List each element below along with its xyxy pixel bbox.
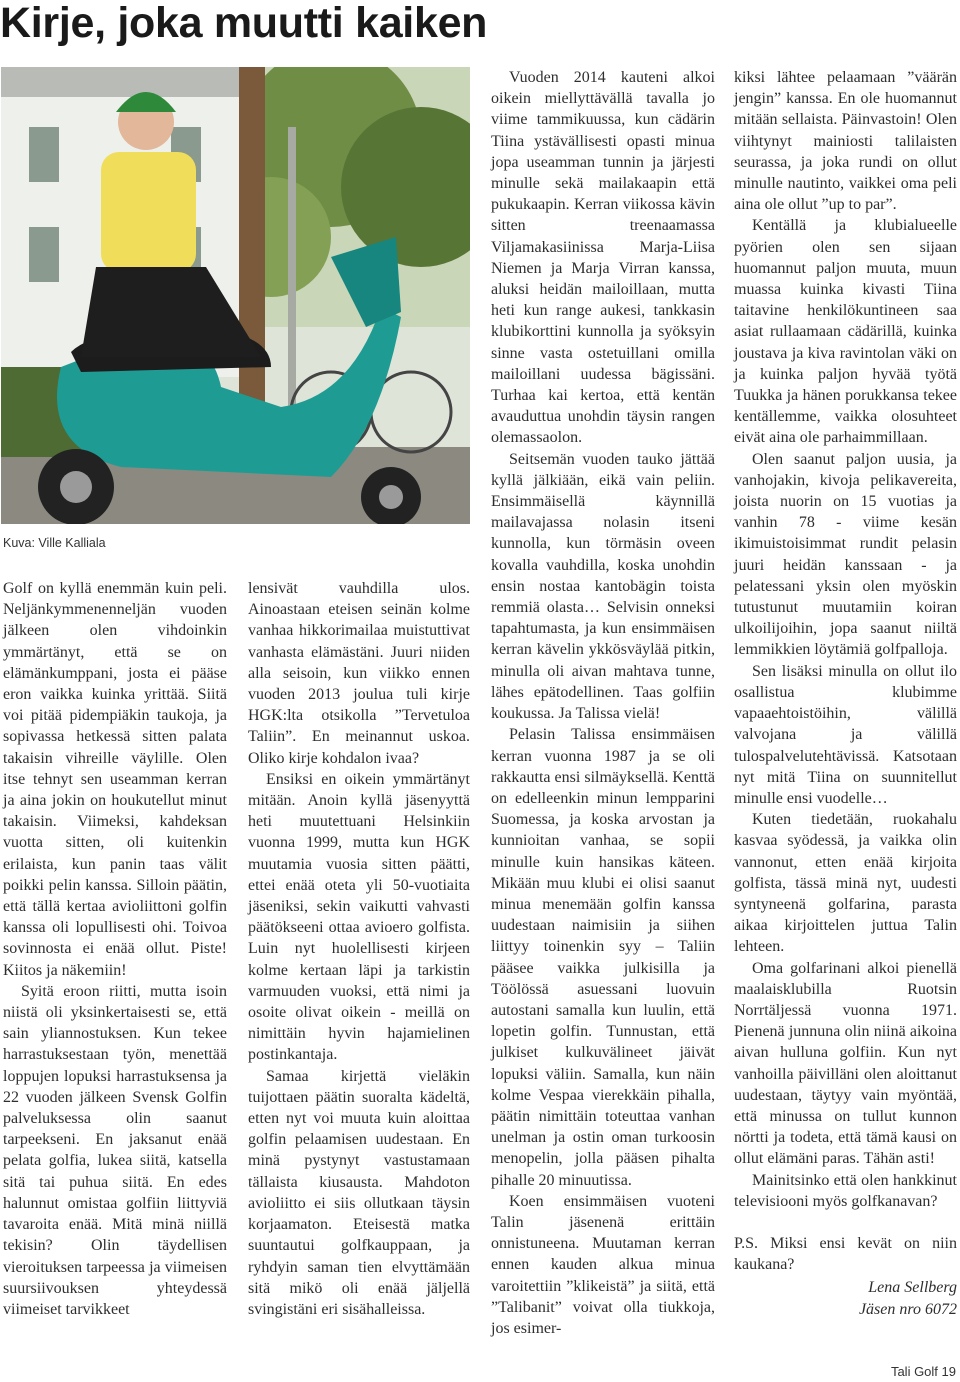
paragraph: Vuoden 2014 kauteni alkoi oikein miellyttävällä tavalla jo viime tammikuussa, kun cädärin Tiina ystävällisesti opasti minua jopa useamman tunnin ja järjesti minulle sekä mailakaapin että pukukaapin. Kerran viikossa kävin sitten treenaamassa Viljamakasiinissa Marja-Liisa Niemen ja Marja Virran kanssa, aluksi heidän mailoillaan, mutta heti kun range aukesi, tankkasin klubikorttini kunnolla ja syöksyin sinne vasta ostetuillani omilla mailoillani uudessa bägissäni. Turhaa kai kertoa, että kentän avauduttua unohdin täysin rangen olemassaolon. — [491, 69, 715, 447]
scooter-photo-illustration — [1, 67, 470, 524]
article-column-4 — [734, 67, 957, 1320]
author-member-number: Jäsen nro 6072 — [858, 1300, 957, 1318]
paragraph: Koen ensimmäisen vuoteni Talin jäsenenä erittäin onnistuneena. Muutaman kerran ennen kauden alkua minua varoitettiin ”klikeistä” ja siitä, että ”Talibanit” voivat olla tiukkoja, jos esimer- — [491, 1192, 715, 1337]
paragraph: Olen saanut paljon uusia, ja vanhojakin, kivoja pelikavereita, joista nuorin on 15 vuotias ja vanhin 78 - viime kesän ikimuistoisimmat rundit pelasin juuri heidän kanssaan - ja pelatessani yksin olen myöskin tutustunut muutamiin koiran ulkoilijoihin, jopa saanut niiltä lemmikkien löytämiä golfpalloja. — [734, 450, 957, 659]
photo-caption: Kuva: Ville Kalliala — [3, 536, 106, 550]
paragraph: Kuten tiedetään, ruokahalu kasvaa syödessä, ja vaikka olin vannonut, etten enää kirjoita golfista, tässä minä nyt, uudesti syntyneenä golfarina, parasta aikaa kirjoittelen juttua Talin lehteen. — [734, 811, 957, 956]
author-name: Lena Sellberg — [868, 1279, 957, 1297]
article-column-3 — [491, 67, 715, 1339]
postscript: P.S. Miksi ensi kevät on niin kaukana? — [734, 1234, 957, 1274]
paragraph: Pelasin Talissa ensimmäisen kerran vuonna 1987 ja se oli rakkautta ensi silmäyksellä. Kenttä on edelleenkin minun lempparini Suomessa, ja koska arvostan ja kunnioitan vanhaa, se sopii minulle kuin hansikas käteen. Mikään muu klubi ei olisi saanut minua menemään golfin kanssa uudestaan naimisiin ja siihen liittyy toinenkin syy – Taliin pääsee vaikka julkisilla ja Töölössä asuessani luovuin autostani samalla kun luulin, että lopetin golfin. Tunnustan, että julkiset kulkuvälineet jäivät lopuksi väliin. Samalla, kun näin kolme Vespaa vierekkäin pihalla, päätin nimittäin toteuttaa vanhan unelman ja ostin oman turkoosin menopelin, jolla pääsen pihalta pihalle 20 minuutissa. — [491, 726, 715, 1189]
paragraph: Sen lisäksi minulla on ollut ilo osallistua klubimme vapaaehtoistöihin, välillä valvojana ja välillä tulospalvelutehtävissä. Katsotaan nyt mitä Tiina on suunnitellut minulle ensi vuodelle… — [734, 662, 957, 807]
paragraph: Oma golfarinani alkoi pienellä maalaisklubilla Ruotsin Norrtäljessä vuonna 1971. Pienenä junnuna olin niinä aikoina aivan hulluna golfiin. Kun nyt vanhoilla päivilläni olen aloittanut uudestaan, täytyy vain myöntää, että minussa on tullut kunnon nörtti ja todeta, että tämä kausi on ollut elämäni paras. Tähän asti! — [734, 959, 957, 1168]
article-column-1 — [3, 578, 227, 1320]
article-photo — [1, 67, 470, 524]
paragraph: lensivät vauhdilla ulos. Ainoastaan eteisen seinän kolme vanhaa hikkorimailaa muistuttivat vanhasta elämästäni. Juuri niiden alla seisoin, kun viikko ennen vuoden 2013 joulua tuli kirje HGK:lta otsikolla ”Tervetuloa Taliin”. En meinannut uskoa. Oliko kirje kohdalon ivaa? — [248, 580, 470, 767]
paragraph: Kentällä ja klubialueelle pyörien olen sen sijaan huomannut paljon muuta, muun muassa kuinka kivasti Tiina taitavine henkilökuntineen saa asiat rullaamaan cädärillä, kuinka joustava ja kiva ravintolan väki on ja kuinka paljon hyvää työtä Tuukka ja hänen porukkansa tekee kentällemme, vaikka olosuhteet eivät aina ole parhaimmillaan. — [734, 217, 957, 447]
paragraph: kiksi lähtee pelaamaan ”väärän jengin” kanssa. En ole huomannut mitään sellaista. Päinvastoin! Olen viihtynyt mainiosti talilaisten seurassa, ja joka rundi on ollut minulle nautinto, vaikkei oma peli aina ole ollut ”up to par”. — [734, 69, 957, 214]
paragraph: Syitä eroon riitti, mutta isoin niistä oli yksinkertaisesti se, että sain yliannostuksen. Kun tekee harrastuksestaan työn, menettää loppujen lopuksi harrastuksensa ja 22 vuoden jälkeen Svensk Golfin palveluksessa olin saanut tarpeekseni. En jaksanut enää pelata golfia, lukea siitä, katsella sitä tai puhua siitä. En edes halunnut omistaa golfiin liittyviä tavaroita enää. Mitä minä niillä tekisin? Olin täydellisen vieroituksen tarpeessa ja viimeisen suursiivouksen yhteydessä viimeiset tarvikkeet — [3, 982, 227, 1318]
article-column-2 — [248, 578, 470, 1320]
paragraph: Seitsemän vuoden tauko jättää kyllä jälkiään, eikä vain peliin. Ensimmäisellä käynnillä mailavajassa nolasin itseni kunnolla, kun törmäsin oveen kovalla vauhdilla, koska unohdin ensin nostaa kantobägin toista remmiä olasta… Selvisin onneksi tapahtumasta, ja kun ensimmäisen kerran kävelin ykkösväylää pitkin, minulla oli aivan mahtava tunne, lähes epätodellinen. Taas golfiin koukussa. Ja Talissa vielä! — [491, 450, 715, 723]
paragraph: Samaa kirjettä vieläkin tuijottaen päätin suoralta kädeltä, etten nyt voi muuta kuin aloittaa golfin pelaamisen uudestaan. En minä pystynyt vastustamaan tällaista kiusausta. Mahdoton avioliitto ei siis ollutkaan täysin korjaamaton. Eteisestä matka suuntautui golfkauppaan, ja ryhdyin saman tien elvyttämään sitä mikö oli enää jäljellä svingistäni eri sisähalleissa. — [248, 1067, 470, 1318]
author-signature — [734, 1277, 957, 1319]
paragraph: Mainitsinko että olen hankkinut televisiooni myös golfkanavan? — [734, 1171, 957, 1210]
paragraph: Golf on kyllä enemmän kuin peli. Neljänkymmenenneljän vuoden jälkeen olen vihdoinkin ymmärtänyt, että se on elämänkumppani, josta ei pääse eron vaikka kuinka yrittää. Siitä voi pitää pidempiäkin taukoja, ja sopivassa hetkessä sitten palata takaisin vihreille väylille. Olen itse tehnyt sen useamman kerran ja aina jokin on houkutellut minut takaisin. Viimeksi, kahdeksan vuotta sitten, oli kuitenkin erilaista, kun panin taas välit poikki pelin kanssa. Silloin päätin, että tällä kertaa avioliittoni golfin kanssa oli lopullisesti ohi. Toivoa sovinnosta ei enää ollut. Piste! Kiitos ja näkemiin! — [3, 580, 227, 979]
page-footer: Tali Golf 19 — [890, 1364, 956, 1379]
article-title: Kirje, joka muutti kaiken — [0, 0, 488, 47]
paragraph: Ensiksi en oikein ymmärtänyt mitään. Anoin kyllä jäsenyyttä heti muutettuani Helsinkiin vuonna 1999, mutta kun HGK muutamia vuosia sitten päätti, ettei enää oteta yli 50-vuotiaita jäseniksi, sekin vaikutti vahvasti päätökseeni ottaa avioero golfista. Luin nyt huolellisesti kirjeen kolme kertaan läpi ja tarkistin varmuuden vuoksi, että nimi ja osoite olivat oikein - meillä on nimittäin hyvin hajamielinen postinkantaja. — [248, 770, 470, 1064]
